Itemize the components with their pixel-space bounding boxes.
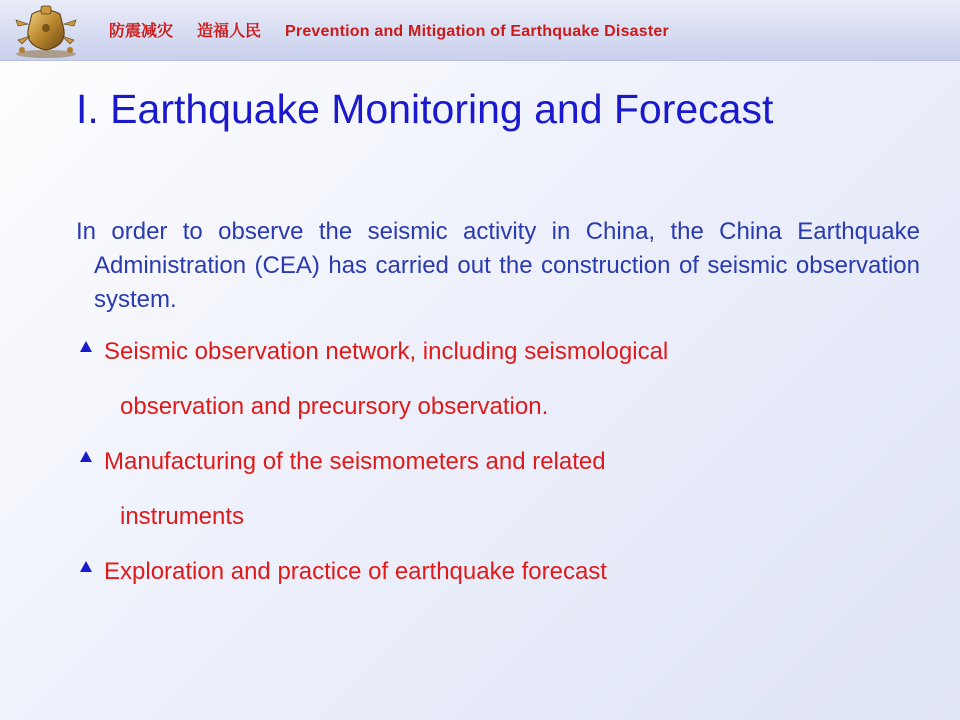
header-en-title: Prevention and Mitigation of Earthquake Disaster — [285, 23, 669, 40]
header-cn-left: 防震减灾 — [109, 21, 174, 40]
triangle-bullet-icon — [80, 341, 92, 352]
seismoscope-vase-icon — [8, 2, 84, 58]
bullet-list — [76, 333, 902, 591]
bullet-line: Seismic observation network, including seismological — [104, 338, 669, 365]
triangle-bullet-icon — [80, 561, 92, 572]
intro-paragraph: In order to observe the seismic activity in China, the China Earthquake Administration (CEA) has carried out the construction of seismic observation system. — [76, 218, 920, 313]
header-cn-right: 造福人民 — [197, 21, 262, 40]
bullet-item — [76, 553, 902, 591]
slide-title: I. Earthquake Monitoring and Forecast — [76, 86, 774, 132]
bullet-line: Exploration and practice of earthquake forecast — [104, 558, 607, 585]
bullet-line: instruments — [120, 503, 245, 530]
triangle-bullet-icon — [80, 451, 92, 462]
bullet-item — [76, 333, 902, 433]
bullet-item — [76, 443, 902, 553]
header-slogan — [109, 18, 669, 41]
bullet-line: observation and precursory observation. — [120, 393, 549, 420]
bullet-line: Manufacturing of the seismometers and related — [104, 448, 606, 475]
header-band — [0, 0, 960, 61]
